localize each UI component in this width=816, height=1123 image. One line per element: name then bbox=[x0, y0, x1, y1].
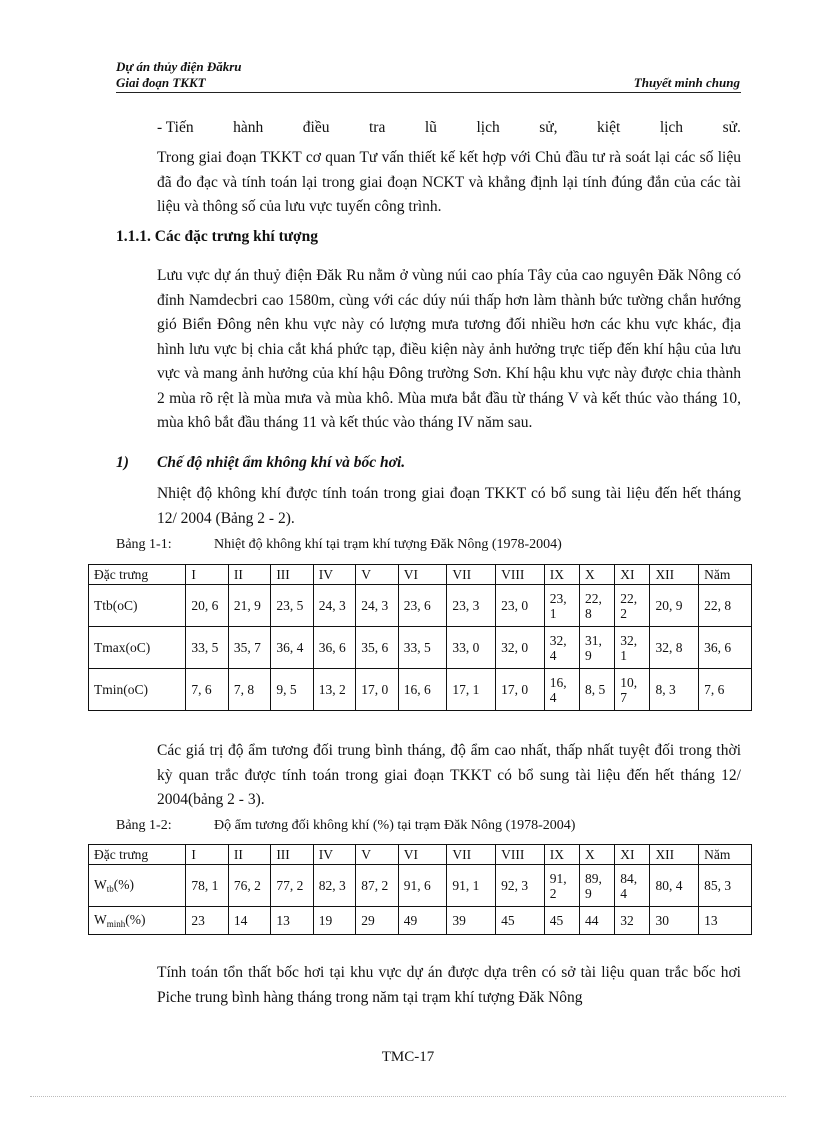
table-cell: 80, 4 bbox=[650, 865, 699, 907]
table-cell: 13 bbox=[271, 907, 313, 935]
bullet-word: lịch bbox=[659, 119, 684, 136]
table-row bbox=[89, 669, 752, 711]
table-cell: 31, 9 bbox=[580, 627, 615, 669]
table-cell: 92, 3 bbox=[496, 865, 545, 907]
label-base: W bbox=[94, 877, 107, 892]
table-cell: 16, 4 bbox=[544, 669, 579, 711]
table-header-row bbox=[89, 845, 752, 865]
table-cell: 8, 5 bbox=[580, 669, 615, 711]
label-unit: (%) bbox=[113, 877, 135, 892]
bullet-word: sử. bbox=[722, 119, 741, 136]
row-label-cell bbox=[89, 865, 186, 907]
table-cell: 23, 1 bbox=[544, 585, 579, 627]
table-cell: 16, 6 bbox=[398, 669, 447, 711]
table-cell: 35, 7 bbox=[228, 627, 270, 669]
table-cell: 91, 1 bbox=[447, 865, 496, 907]
table-cell: 23 bbox=[186, 907, 228, 935]
bullet-word: điều bbox=[302, 119, 330, 136]
table-cell: 36, 6 bbox=[313, 627, 355, 669]
table-header-cell: Đặc trưng bbox=[89, 565, 186, 585]
table-header-cell: Năm bbox=[699, 845, 752, 865]
table-cell: 10, 7 bbox=[615, 669, 650, 711]
table-header-cell: I bbox=[186, 845, 228, 865]
row-label-cell: Tmin(oC) bbox=[89, 669, 186, 711]
table-header-cell: XI bbox=[615, 565, 650, 585]
table-cell: 32, 8 bbox=[650, 627, 699, 669]
table-header-cell: III bbox=[271, 845, 313, 865]
table-cell: 33, 5 bbox=[186, 627, 228, 669]
table2-caption-title: Độ ẩm tương đối không khí (%) tại trạm Đăk Nông (1978-2004) bbox=[214, 818, 576, 833]
header-project: Dự án thủy điện Đăkru bbox=[116, 59, 242, 74]
bullet-word: - Tiến bbox=[157, 119, 194, 136]
table-header-cell: VII bbox=[447, 845, 496, 865]
table-header-row bbox=[89, 565, 752, 585]
table-cell: 23, 0 bbox=[496, 585, 545, 627]
table-cell: 39 bbox=[447, 907, 496, 935]
footer-dotted-rule bbox=[30, 1096, 786, 1097]
table-cell: 19 bbox=[313, 907, 355, 935]
table-cell: 7, 6 bbox=[699, 669, 752, 711]
table-cell: 35, 6 bbox=[356, 627, 398, 669]
table-header-cell: III bbox=[271, 565, 313, 585]
page-number: TMC-17 bbox=[381, 1049, 435, 1065]
table-cell: 33, 5 bbox=[398, 627, 447, 669]
table-cell: 49 bbox=[398, 907, 447, 935]
intro-paragraph: Trong giai đoạn TKKT cơ quan Tư vấn thiết kế kết hợp với Chủ đầu tư rà soát lại các số liệu đã đo đạc và tính toán lại trong giai đoạn NCKT và khẳng định lại tính đúng đắn của các tài liệu và thông số của lưu vực tuyến công trình. bbox=[157, 149, 741, 215]
table1-caption-title: Nhiệt độ không khí tại trạm khí tượng Đăk Nông (1978-2004) bbox=[214, 537, 562, 552]
table-header-cell: I bbox=[186, 565, 228, 585]
table-header-cell: XII bbox=[650, 565, 699, 585]
header-doc-type: Thuyết minh chung bbox=[633, 75, 740, 90]
table-row bbox=[89, 627, 752, 669]
humidity-paragraph: Các giá trị độ ẩm tương đối trung bình tháng, độ ẩm cao nhất, thấp nhất tuyệt đối trong thời kỳ quan trắc được tính toán trong giai đoạn TKKT có bổ sung tài liệu đến hết tháng 12/ 2004(bảng 2 - 3). bbox=[157, 742, 741, 808]
table-cell: 91, 6 bbox=[398, 865, 447, 907]
table-cell: 33, 0 bbox=[447, 627, 496, 669]
table-cell: 36, 6 bbox=[699, 627, 752, 669]
table-cell: 8, 3 bbox=[650, 669, 699, 711]
table2-caption-label: Bảng 1-2: bbox=[116, 818, 172, 833]
table-cell: 23, 6 bbox=[398, 585, 447, 627]
table-header-cell: IV bbox=[313, 565, 355, 585]
table-cell: 30 bbox=[650, 907, 699, 935]
table-cell: 13 bbox=[699, 907, 752, 935]
table-cell: 77, 2 bbox=[271, 865, 313, 907]
header-stage: Giai đoạn TKKT bbox=[116, 75, 206, 90]
label-subscript: tb bbox=[106, 884, 114, 894]
table-header-cell: II bbox=[228, 845, 270, 865]
header-rule bbox=[116, 92, 741, 93]
temperature-paragraph: Nhiệt độ không khí được tính toán trong giai đoạn TKKT có bổ sung tài liệu đến hết tháng 12/ 2004 (Bảng 2 - 2). bbox=[157, 485, 741, 527]
table-cell: 32, 4 bbox=[544, 627, 579, 669]
table-cell: 22, 8 bbox=[699, 585, 752, 627]
table-cell: 84, 4 bbox=[615, 865, 650, 907]
table-header-cell: X bbox=[580, 565, 615, 585]
bullet-word: sử, bbox=[539, 119, 558, 136]
evaporation-paragraph: Tính toán tổn thất bốc hơi tại khu vực dự án được dựa trên có sở tài liệu quan trắc bốc hơi Piche trung bình hàng tháng trong năm tại trạm khí tượng Đăk Nông bbox=[157, 964, 741, 1006]
table-header-cell: VI bbox=[398, 845, 447, 865]
table-header-cell: VIII bbox=[496, 565, 545, 585]
table-cell: 82, 3 bbox=[313, 865, 355, 907]
table-cell: 36, 4 bbox=[271, 627, 313, 669]
table-cell: 13, 2 bbox=[313, 669, 355, 711]
table-cell: 85, 3 bbox=[699, 865, 752, 907]
table-cell: 45 bbox=[544, 907, 579, 935]
section-paragraph: Lưu vực dự án thuỷ điện Đăk Ru nằm ở vùng núi cao phía Tây của cao nguyên Đăk Nông có đỉnh Namdecbri cao 1580m, cùng với các dúy núi thấp hơn làm thành bức tường chắn hướng gió Biển Đông nên khu vực này có lượng mưa tương đối nhiều hơn các khu vực khác, địa hình lưu vực bị chia cắt khá phức tạp, điều kiện này ảnh hưởng trực tiếp đến khí hậu của lưu vực và mang ảnh hưởng của khí hậu Đông trường Sơn. Khí hậu khu vực này được chia thành 2 mùa rõ rệt là mùa mưa và mùa khô. Mùa mưa bắt đầu từ tháng V và kết thúc vào tháng 10, mùa khô bắt đầu tháng 11 và kết thúc vào tháng IV năm sau. bbox=[157, 267, 741, 431]
subsection-title: Chế độ nhiệt ẩm không khí và bốc hơi. bbox=[157, 454, 406, 471]
table-header-cell: Đặc trưng bbox=[89, 845, 186, 865]
table-cell: 44 bbox=[580, 907, 615, 935]
table-cell: 23, 5 bbox=[271, 585, 313, 627]
bullet-word: kiệt bbox=[597, 119, 621, 136]
header-stage-row bbox=[116, 75, 740, 90]
humidity-table bbox=[88, 844, 752, 935]
label-subscript: minh bbox=[106, 919, 126, 929]
bullet-word: lũ bbox=[424, 119, 437, 136]
label-base: W bbox=[94, 912, 107, 927]
bullet-word: hành bbox=[233, 119, 264, 136]
table-header-cell: Năm bbox=[699, 565, 752, 585]
bullet-word: lịch bbox=[476, 119, 500, 136]
table-cell: 21, 9 bbox=[228, 585, 270, 627]
table1-caption-label: Bảng 1-1: bbox=[116, 537, 172, 552]
intro-bullet-line bbox=[157, 116, 741, 141]
table-cell: 32 bbox=[615, 907, 650, 935]
table-cell: 32, 0 bbox=[496, 627, 545, 669]
table-header-cell: VI bbox=[398, 565, 447, 585]
table-header-cell: XII bbox=[650, 845, 699, 865]
table-cell: 9, 5 bbox=[271, 669, 313, 711]
table-cell: 91, 2 bbox=[544, 865, 579, 907]
table-cell: 87, 2 bbox=[356, 865, 398, 907]
table-row bbox=[89, 585, 752, 627]
table-cell: 24, 3 bbox=[313, 585, 355, 627]
row-label-cell: Ttb(oC) bbox=[89, 585, 186, 627]
table-cell: 32, 1 bbox=[615, 627, 650, 669]
table-cell: 22, 8 bbox=[580, 585, 615, 627]
table-cell: 22, 2 bbox=[615, 585, 650, 627]
table-header-cell: IX bbox=[544, 565, 579, 585]
table-row bbox=[89, 865, 752, 907]
section-heading: 1.1.1. Các đặc trưng khí tượng bbox=[116, 228, 318, 245]
table-cell: 20, 6 bbox=[186, 585, 228, 627]
table-cell: 29 bbox=[356, 907, 398, 935]
table-header-cell: V bbox=[356, 565, 398, 585]
bullet-word: tra bbox=[369, 119, 386, 136]
table-header-cell: V bbox=[356, 845, 398, 865]
table-header-cell: II bbox=[228, 565, 270, 585]
table-cell: 17, 0 bbox=[496, 669, 545, 711]
table-cell: 24, 3 bbox=[356, 585, 398, 627]
table-header-cell: X bbox=[580, 845, 615, 865]
row-label-cell bbox=[89, 907, 186, 935]
row-label-cell: Tmax(oC) bbox=[89, 627, 186, 669]
label-unit: (%) bbox=[125, 912, 146, 927]
table-cell: 20, 9 bbox=[650, 585, 699, 627]
table-cell: 89, 9 bbox=[580, 865, 615, 907]
table-cell: 23, 3 bbox=[447, 585, 496, 627]
table-cell: 14 bbox=[228, 907, 270, 935]
table-row bbox=[89, 907, 752, 935]
table-cell: 7, 8 bbox=[228, 669, 270, 711]
temperature-table bbox=[88, 564, 752, 711]
table-header-cell: VIII bbox=[496, 845, 545, 865]
table-cell: 78, 1 bbox=[186, 865, 228, 907]
table-cell: 17, 0 bbox=[356, 669, 398, 711]
table-cell: 76, 2 bbox=[228, 865, 270, 907]
table-header-cell: IX bbox=[544, 845, 579, 865]
table-cell: 17, 1 bbox=[447, 669, 496, 711]
subsection-number: 1) bbox=[116, 454, 129, 471]
table-header-cell: XI bbox=[615, 845, 650, 865]
table-cell: 45 bbox=[496, 907, 545, 935]
table-cell: 7, 6 bbox=[186, 669, 228, 711]
table-header-cell: VII bbox=[447, 565, 496, 585]
table-header-cell: IV bbox=[313, 845, 355, 865]
